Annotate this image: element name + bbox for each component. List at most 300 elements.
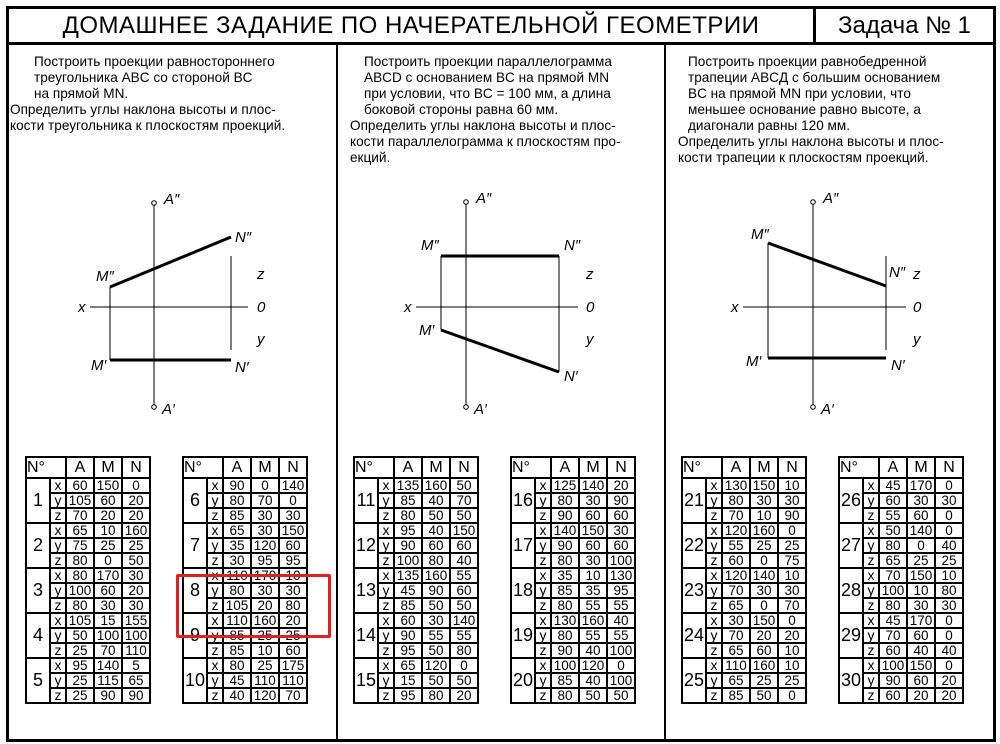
- axis-label: x: [50, 658, 66, 673]
- coordinate-cell: 10: [579, 568, 607, 583]
- header-point: N: [778, 457, 806, 478]
- coordinate-cell: 45: [879, 478, 907, 493]
- table-row: [511, 523, 635, 538]
- axis-label: y: [50, 538, 66, 553]
- coordinate-cell: 70: [722, 508, 750, 523]
- coordinate-cell: 100: [879, 583, 907, 598]
- header-point: N: [450, 457, 478, 478]
- coordinate-cell: 25: [279, 628, 307, 643]
- coordinate-cell: 100: [607, 643, 635, 658]
- coordinate-cell: 60: [394, 613, 422, 628]
- coordinate-cell: 40: [450, 553, 478, 568]
- coordinate-cell: 10: [935, 568, 963, 583]
- coordinate-cell: 0: [935, 508, 963, 523]
- coordinate-cell: 30: [251, 583, 279, 598]
- axis-label: y: [378, 628, 394, 643]
- coordinate-cell: 40: [935, 538, 963, 553]
- coordinate-cell: 140: [450, 613, 478, 628]
- label-x: x: [731, 299, 739, 316]
- coordinate-cell: 120: [422, 658, 450, 673]
- coordinate-cell: 160: [579, 613, 607, 628]
- label-origin: 0: [257, 299, 266, 316]
- coordinate-cell: 80: [879, 598, 907, 613]
- text-line: боковой стороны равна 60 мм.: [364, 102, 559, 117]
- coordinate-cell: 50: [450, 508, 478, 523]
- axis-label: x: [207, 613, 223, 628]
- coordinate-cell: 55: [579, 628, 607, 643]
- table-row: [183, 478, 307, 493]
- coordinate-cell: 100: [607, 553, 635, 568]
- coordinate-cell: 125: [551, 478, 579, 493]
- variant-number: 17: [511, 523, 535, 568]
- coordinate-cell: 45: [223, 673, 251, 688]
- table-row: [682, 658, 806, 673]
- coordinate-cell: 175: [279, 658, 307, 673]
- text-line: Построить проекции равностороннего: [34, 54, 275, 69]
- coordinate-cell: 30: [750, 583, 778, 598]
- coordinate-cell: 60: [579, 538, 607, 553]
- variant-number: 11: [354, 478, 378, 523]
- axis-label: z: [535, 643, 551, 658]
- coordinate-cell: 150: [94, 478, 122, 493]
- coordinate-cell: 30: [422, 613, 450, 628]
- header-point: N: [607, 457, 635, 478]
- coordinate-cell: 135: [394, 568, 422, 583]
- table-row: [682, 523, 806, 538]
- coordinate-cell: 30: [907, 493, 935, 508]
- coordinate-cell: 140: [551, 523, 579, 538]
- text-line: треугольника ABC со стороной BC: [34, 70, 253, 85]
- axis-label: x: [706, 658, 722, 673]
- coordinate-cell: 90: [422, 583, 450, 598]
- variant-number: 4: [26, 613, 50, 658]
- table-row: [354, 523, 478, 538]
- coordinate-cell: 100: [551, 658, 579, 673]
- variant-number: 2: [26, 523, 50, 568]
- coordinate-cell: 65: [722, 643, 750, 658]
- coordinate-cell: 10: [750, 508, 778, 523]
- label-m2: M″: [751, 226, 769, 243]
- coordinate-cell: 150: [750, 613, 778, 628]
- coordinate-cell: 95: [607, 583, 635, 598]
- axis-label: z: [706, 643, 722, 658]
- table-header-row: [26, 457, 150, 478]
- point-a1: [811, 405, 816, 410]
- coordinate-cell: 80: [66, 568, 94, 583]
- axis-label: y: [535, 628, 551, 643]
- table-row: [839, 613, 963, 628]
- table-header-row: [839, 457, 963, 478]
- coordinate-cell: 20: [279, 613, 307, 628]
- coordinate-cell: 40: [607, 613, 635, 628]
- coordinate-cell: 0: [778, 523, 806, 538]
- axis-label: y: [378, 493, 394, 508]
- header-number: N°: [511, 457, 551, 478]
- coordinate-cell: 130: [607, 568, 635, 583]
- axis-label: z: [50, 553, 66, 568]
- coordinate-cell: 40: [422, 523, 450, 538]
- axis-label: x: [863, 523, 879, 538]
- label-a1: A′: [162, 401, 175, 418]
- coordinate-cell: 135: [394, 478, 422, 493]
- coordinate-cell: 35: [579, 583, 607, 598]
- coordinate-cell: 50: [422, 643, 450, 658]
- header-number: N°: [354, 457, 394, 478]
- coordinate-cell: 170: [251, 568, 279, 583]
- axis-label: x: [535, 523, 551, 538]
- coordinate-cell: 0: [94, 553, 122, 568]
- axis-label: z: [50, 598, 66, 613]
- table-row: [354, 613, 478, 628]
- axis-label: z: [378, 508, 394, 523]
- axis-label: z: [378, 553, 394, 568]
- coordinate-cell: 80: [450, 643, 478, 658]
- axis-label: z: [863, 643, 879, 658]
- table-row: [26, 523, 150, 538]
- coordinate-cell: 95: [394, 688, 422, 703]
- coordinate-cell: 60: [879, 688, 907, 703]
- variant-number: 6: [183, 478, 207, 523]
- axis-label: z: [535, 688, 551, 703]
- coordinate-cell: 40: [422, 493, 450, 508]
- coordinate-cell: 30: [223, 553, 251, 568]
- variant-number: 25: [682, 658, 706, 703]
- coordinate-cell: 85: [394, 598, 422, 613]
- label-origin: 0: [913, 299, 922, 316]
- coordinate-cell: 60: [279, 643, 307, 658]
- coordinate-cell: 85: [223, 508, 251, 523]
- coordinate-cell: 120: [722, 568, 750, 583]
- axis-label: z: [378, 688, 394, 703]
- axis-label: x: [535, 568, 551, 583]
- coordinate-cell: 110: [223, 568, 251, 583]
- axis-label: x: [207, 478, 223, 493]
- axis-label: y: [706, 673, 722, 688]
- coordinate-cell: 60: [907, 673, 935, 688]
- coordinate-cell: 120: [251, 538, 279, 553]
- coordinate-cell: 70: [879, 568, 907, 583]
- coordinate-cell: 20: [907, 688, 935, 703]
- table-row: [26, 613, 150, 628]
- header-number: N°: [839, 457, 879, 478]
- coordinate-cell: 120: [579, 658, 607, 673]
- coordinate-cell: 30: [251, 523, 279, 538]
- coordinate-cell: 55: [722, 538, 750, 553]
- variant-number: 12: [354, 523, 378, 568]
- coordinate-cell: 65: [122, 673, 150, 688]
- coordinate-cell: 100: [66, 583, 94, 598]
- label-a1: A′: [821, 401, 834, 418]
- coordinate-cell: 65: [394, 658, 422, 673]
- coordinate-cell: 70: [94, 643, 122, 658]
- text-line: кости параллелограмма к плоскостям про-: [350, 134, 621, 149]
- axis-label: z: [535, 598, 551, 613]
- axis-label: x: [50, 523, 66, 538]
- coordinate-cell: 90: [607, 493, 635, 508]
- coordinate-cell: 85: [551, 583, 579, 598]
- coordinate-cell: 70: [778, 598, 806, 613]
- variant-number: 29: [839, 613, 863, 658]
- axis-label: z: [863, 598, 879, 613]
- axis-label: z: [706, 508, 722, 523]
- coordinate-cell: 155: [122, 613, 150, 628]
- text-line: при условии, что BC = 100 мм, а длина: [364, 86, 611, 101]
- variant-number: 7: [183, 523, 207, 568]
- label-y: y: [913, 331, 921, 348]
- coordinate-cell: 90: [778, 508, 806, 523]
- axis-label: y: [378, 583, 394, 598]
- coordinate-cell: 30: [579, 553, 607, 568]
- coordinate-cell: 85: [722, 688, 750, 703]
- axis-label: x: [50, 478, 66, 493]
- coordinate-cell: 80: [551, 688, 579, 703]
- coordinate-cell: 80: [551, 598, 579, 613]
- coordinate-cell: 25: [251, 628, 279, 643]
- task-number: Задача № 1: [816, 9, 993, 45]
- coordinate-cell: 60: [907, 628, 935, 643]
- coordinate-cell: 90: [122, 688, 150, 703]
- coordinate-cell: 0: [778, 688, 806, 703]
- coordinate-cell: 25: [122, 538, 150, 553]
- coordinate-cell: 65: [223, 523, 251, 538]
- coordinate-cell: 55: [879, 508, 907, 523]
- coordinate-cell: 90: [223, 478, 251, 493]
- coordinate-cell: 35: [223, 538, 251, 553]
- coordinate-cell: 90: [394, 628, 422, 643]
- label-a2: A″: [823, 190, 839, 207]
- coordinate-cell: 80: [551, 493, 579, 508]
- table-row: [511, 478, 635, 493]
- coordinate-cell: 140: [94, 658, 122, 673]
- coordinate-cell: 10: [778, 568, 806, 583]
- axis-label: z: [378, 598, 394, 613]
- highlight-variant-8: [176, 574, 331, 638]
- label-m2: M″: [421, 237, 439, 254]
- axis-label: z: [706, 553, 722, 568]
- coordinate-cell: 55: [579, 598, 607, 613]
- coordinate-cell: 55: [607, 598, 635, 613]
- coordinate-cell: 20: [778, 628, 806, 643]
- coordinate-cell: 160: [122, 523, 150, 538]
- coordinate-cell: 0: [935, 628, 963, 643]
- coordinate-cell: 30: [279, 583, 307, 598]
- coordinate-cell: 95: [66, 658, 94, 673]
- table-row: [183, 523, 307, 538]
- coordinate-cell: 50: [450, 598, 478, 613]
- label-m1: M′: [91, 357, 107, 374]
- text-line: ABCD с основанием BC на прямой MN: [364, 70, 610, 85]
- variant-number: 19: [511, 613, 535, 658]
- table-row: [511, 613, 635, 628]
- label-n2: N″: [564, 237, 581, 254]
- coordinate-cell: 140: [279, 478, 307, 493]
- axis-label: x: [706, 613, 722, 628]
- coordinate-cell: 10: [778, 658, 806, 673]
- coordinate-cell: 50: [450, 478, 478, 493]
- coordinate-cell: 35: [551, 568, 579, 583]
- axis-label: x: [863, 568, 879, 583]
- label-a2: A″: [164, 191, 180, 208]
- coordinate-cell: 30: [935, 493, 963, 508]
- axis-label: x: [706, 568, 722, 583]
- coordinate-cell: 40: [935, 643, 963, 658]
- coordinate-cell: 75: [778, 553, 806, 568]
- axis-label: z: [207, 508, 223, 523]
- header-number: N°: [26, 457, 66, 478]
- header-point: A: [879, 457, 907, 478]
- coordinate-cell: 100: [879, 658, 907, 673]
- coordinate-cell: 10: [251, 643, 279, 658]
- header-point: M: [94, 457, 122, 478]
- coordinate-cell: 95: [279, 553, 307, 568]
- label-n1: N′: [235, 359, 249, 376]
- variant-number: 21: [682, 478, 706, 523]
- coordinate-cell: 90: [551, 643, 579, 658]
- coordinate-cell: 80: [422, 553, 450, 568]
- axis-label: y: [207, 673, 223, 688]
- coordinate-cell: 30: [251, 508, 279, 523]
- table-row: [354, 658, 478, 673]
- header-point: M: [579, 457, 607, 478]
- table-row: [183, 658, 307, 673]
- coordinate-cell: 95: [394, 643, 422, 658]
- coordinate-cell: 105: [66, 493, 94, 508]
- header-point: A: [722, 457, 750, 478]
- coordinate-cell: 30: [750, 493, 778, 508]
- coordinate-cell: 80: [223, 658, 251, 673]
- axis-label: z: [535, 508, 551, 523]
- coordinate-cell: 70: [279, 688, 307, 703]
- text-line: Определить углы наклона высоты и плос-: [678, 134, 944, 149]
- table-row: [839, 568, 963, 583]
- label-n2: N″: [889, 264, 906, 281]
- axis-label: x: [207, 658, 223, 673]
- coordinate-cell: 10: [279, 568, 307, 583]
- label-m1: M′: [746, 353, 762, 370]
- axis-label: x: [535, 478, 551, 493]
- coordinate-cell: 160: [251, 613, 279, 628]
- coordinate-cell: 130: [722, 478, 750, 493]
- coordinate-cell: 150: [750, 478, 778, 493]
- coordinate-cell: 90: [551, 508, 579, 523]
- variant-number: 15: [354, 658, 378, 703]
- coordinate-cell: 20: [935, 688, 963, 703]
- variant-table-6: [838, 456, 964, 704]
- coordinate-cell: 100: [607, 673, 635, 688]
- coordinate-cell: 90: [879, 673, 907, 688]
- coordinate-cell: 0: [122, 478, 150, 493]
- coordinate-cell: 50: [607, 688, 635, 703]
- coordinate-cell: 140: [907, 523, 935, 538]
- variant-number: 3: [26, 568, 50, 613]
- coordinate-cell: 0: [935, 523, 963, 538]
- axis-label: y: [50, 673, 66, 688]
- axis-label: y: [535, 493, 551, 508]
- coordinate-cell: 40: [579, 643, 607, 658]
- table-row: [354, 478, 478, 493]
- text-line: Определить углы наклона высоты и плос-: [350, 118, 616, 133]
- coordinate-cell: 50: [450, 673, 478, 688]
- variant-number: 9: [183, 613, 207, 658]
- coordinate-cell: 60: [94, 493, 122, 508]
- axis-label: z: [207, 598, 223, 613]
- coordinate-cell: 60: [607, 538, 635, 553]
- coordinate-cell: 50: [122, 553, 150, 568]
- table-row: [839, 523, 963, 538]
- axis-label: y: [535, 673, 551, 688]
- coordinate-cell: 50: [422, 673, 450, 688]
- coordinate-cell: 60: [450, 583, 478, 598]
- coordinate-cell: 0: [750, 553, 778, 568]
- coordinate-cell: 160: [750, 523, 778, 538]
- coordinate-cell: 25: [935, 553, 963, 568]
- axis-label: y: [207, 583, 223, 598]
- coordinate-cell: 60: [279, 538, 307, 553]
- axis-label: z: [50, 688, 66, 703]
- table-row: [682, 478, 806, 493]
- variant-number: 28: [839, 568, 863, 613]
- label-y: y: [586, 331, 594, 348]
- axis-label: y: [535, 538, 551, 553]
- variant-number: 22: [682, 523, 706, 568]
- variant-number: 10: [183, 658, 207, 703]
- coordinate-cell: 20: [251, 598, 279, 613]
- coordinate-cell: 0: [750, 598, 778, 613]
- axis-label: x: [207, 523, 223, 538]
- label-z: z: [257, 266, 265, 283]
- coordinate-cell: 100: [394, 553, 422, 568]
- coordinate-cell: 40: [579, 673, 607, 688]
- label-a2: A″: [476, 190, 492, 207]
- coordinate-cell: 20: [94, 508, 122, 523]
- coordinate-cell: 50: [750, 688, 778, 703]
- coordinate-cell: 30: [607, 523, 635, 538]
- point-a2: [811, 200, 816, 205]
- coordinate-cell: 60: [879, 493, 907, 508]
- point-a1: [464, 405, 469, 410]
- mn-horizontal-projection: [441, 330, 559, 372]
- coordinate-cell: 60: [750, 643, 778, 658]
- coordinate-cell: 80: [422, 688, 450, 703]
- axis-label: y: [207, 538, 223, 553]
- label-x: x: [404, 299, 412, 316]
- coordinate-cell: 85: [223, 628, 251, 643]
- table-header-row: [354, 457, 478, 478]
- coordinate-cell: 30: [778, 493, 806, 508]
- coordinate-cell: 80: [394, 508, 422, 523]
- header-point: N: [122, 457, 150, 478]
- coordinate-cell: 60: [422, 538, 450, 553]
- axis-label: z: [50, 643, 66, 658]
- table-row: [682, 613, 806, 628]
- coordinate-cell: 160: [750, 658, 778, 673]
- coordinate-cell: 60: [450, 538, 478, 553]
- label-y: y: [257, 331, 265, 348]
- variant-table-4: [510, 456, 636, 704]
- coordinate-cell: 20: [750, 628, 778, 643]
- coordinate-cell: 85: [223, 643, 251, 658]
- table-row: [839, 478, 963, 493]
- label-n1: N′: [564, 368, 578, 385]
- coordinate-cell: 55: [422, 628, 450, 643]
- text-line: BC на прямой MN при условии, что: [688, 86, 911, 101]
- header-point: A: [223, 457, 251, 478]
- variant-number: 24: [682, 613, 706, 658]
- coordinate-cell: 30: [579, 493, 607, 508]
- coordinate-cell: 5: [122, 658, 150, 673]
- coordinate-cell: 150: [907, 658, 935, 673]
- header-point: M: [907, 457, 935, 478]
